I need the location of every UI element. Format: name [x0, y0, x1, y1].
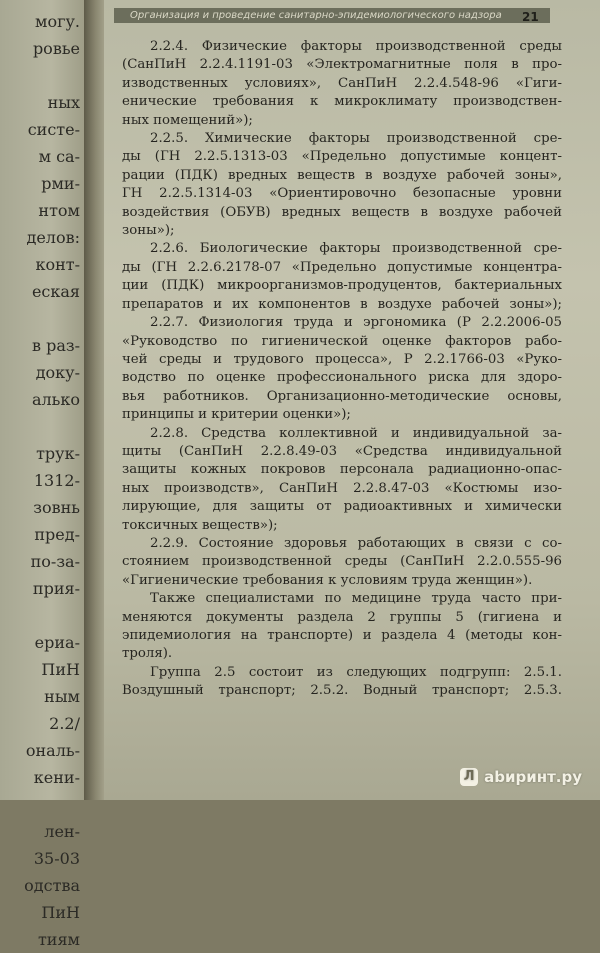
text-line: воздействия (ОБУВ) вредных веществ в воздухе рабочей — [122, 204, 562, 220]
left-page-line: зовнь — [33, 498, 80, 517]
text-line: вья работников. Организационно-методические основы, — [122, 388, 562, 404]
text-line: 2.2.4. Физические факторы производственной среды — [150, 39, 562, 54]
text-line: ды (ГН 2.2.5.1313-03 «Предельно допустимые концент- — [122, 149, 562, 165]
text-line: Также специалистами по медицине труда часто при- — [150, 591, 562, 607]
text-line: Группа 2.5 состоит из следующих подгрупп: 2.5.1. — [150, 664, 562, 680]
running-header-title: Организация и проведение санитарно-эпидемиологического надзора — [130, 10, 502, 21]
text-line: «Гигиенические требования к условиям труда женщин»). — [122, 572, 533, 588]
text-line: «Руководство по гигиенической оценке факторов рабо- — [122, 333, 562, 349]
text-line: троля). — [122, 646, 173, 662]
text-line: 2.2.6. Биологические факторы производственной сре- — [150, 241, 562, 257]
left-page-line: еская — [31, 282, 80, 301]
labirint-logo-icon: Л — [460, 768, 478, 786]
left-page-line — [24, 602, 80, 629]
text-line: стоянием производственной среды (СанПиН 2.2.0.555-96 — [122, 554, 562, 570]
watermark-text: abиринт.ру — [484, 768, 582, 786]
left-page-line: ональ- — [25, 741, 80, 760]
body-text — [122, 38, 562, 701]
text-line: водство по оценке профессионального риска для здоро- — [122, 370, 562, 386]
left-page-line: ным — [44, 687, 80, 706]
text-line: 2.2.7. Физиология труда и эргономика (Р 2.2.2006-05 — [150, 315, 562, 331]
text-line: Воздушный транспорт; 2.5.2. Водный транспорт; 2.5.3. — [122, 683, 562, 699]
left-page-line: трук- — [36, 444, 80, 463]
left-page-line: алько — [31, 390, 80, 409]
left-page-line: систе- — [27, 120, 80, 139]
text-line: ных помещений»); — [122, 112, 253, 128]
left-page-line: лен- — [44, 822, 80, 841]
text-line: щиты (СанПиН 2.2.8.49-03 «Средства индивидуальной — [122, 443, 562, 459]
text-line: чей среды и трудового процесса», Р 2.2.1766-03 «Руко- — [122, 351, 562, 367]
text-line: защиты кожных покровов персонала радиационно-опас- — [122, 462, 562, 478]
left-page-line: пред- — [34, 525, 80, 544]
text-line: принципы и критерии оценки»); — [122, 407, 351, 423]
watermark — [460, 768, 582, 786]
left-page-line: ПиН — [41, 903, 80, 922]
text-line: ГН 2.2.5.1314-03 «Ориентировочно безопасные уровни — [122, 186, 562, 202]
left-page-line: нтом — [38, 201, 80, 220]
text-line: рации (ПДК) вредных веществ в воздухе рабочей зоны», — [122, 167, 562, 183]
left-page-line: м са- — [38, 147, 80, 166]
left-page-line: доку- — [35, 363, 80, 382]
running-header — [114, 8, 550, 23]
left-page-line: тиям — [37, 930, 80, 949]
left-page-line: одства — [24, 876, 80, 895]
text-line: лирующие, для защиты от радиоактивных и химически — [122, 499, 562, 515]
text-line: 2.2.8. Средства коллективной и индивидуальной за- — [150, 425, 562, 441]
page-number: 21 — [522, 10, 539, 24]
left-page-line: рми- — [41, 174, 80, 193]
text-line: эпидемиология на транспорте) и раздела 4 (методы кон- — [122, 628, 562, 643]
left-page-line: прия- — [32, 579, 80, 598]
left-page-line — [24, 413, 80, 440]
text-line: ных производств», СанПиН 2.2.8.47-03 «Костюмы изо- — [122, 480, 562, 496]
text-line: ды (ГН 2.2.6.2178-07 «Предельно допустимые концентра- — [122, 259, 562, 275]
text-line: 2.2.9. Состояние здоровья работающих в связи с со- — [150, 535, 562, 551]
text-line: препаратов и их компонентов в воздухе рабочей зоны»); — [122, 296, 562, 312]
left-page-line — [24, 62, 80, 89]
text-line: 2.2.5. Химические факторы производственной сре- — [150, 131, 562, 147]
left-page-line: могу. — [35, 12, 80, 31]
left-page-line: конт- — [35, 255, 80, 274]
left-page-line: ных — [47, 93, 80, 112]
left-page-line: в раз- — [31, 336, 80, 355]
text-line: зоны»); — [122, 223, 175, 239]
text-line: ции (ПДК) микроорганизмов-продуцентов, бактериальных — [122, 278, 562, 294]
text-line: изводственных условиях», СанПиН 2.2.4.548-96 «Гиги- — [122, 75, 562, 91]
left-page-text — [24, 8, 80, 953]
text-line: (СанПиН 2.2.4.1191-03 «Электромагнитные поля в про- — [122, 57, 562, 73]
left-page-line — [24, 305, 80, 332]
left-page-line — [24, 791, 80, 818]
text-line: меняются документы раздела 2 группы 5 (гигиена и — [122, 609, 562, 625]
left-page-line: кени- — [33, 768, 80, 787]
left-page-line: 35-03 — [33, 849, 80, 868]
left-page-line: ериа- — [34, 633, 80, 652]
text-line: енические требования к микроклимату производствен- — [122, 94, 562, 110]
left-page-line: 2.2/ — [49, 714, 80, 733]
text-line: токсичных веществ»); — [122, 517, 278, 533]
book-page — [104, 0, 600, 800]
left-page-line: по-за- — [30, 552, 80, 571]
left-page-line: ПиН — [41, 660, 80, 679]
left-page-edge — [0, 0, 86, 949]
left-page-line: ровье — [32, 39, 80, 58]
left-page-line: 1312- — [33, 471, 80, 490]
left-page-line: делов: — [26, 228, 80, 247]
